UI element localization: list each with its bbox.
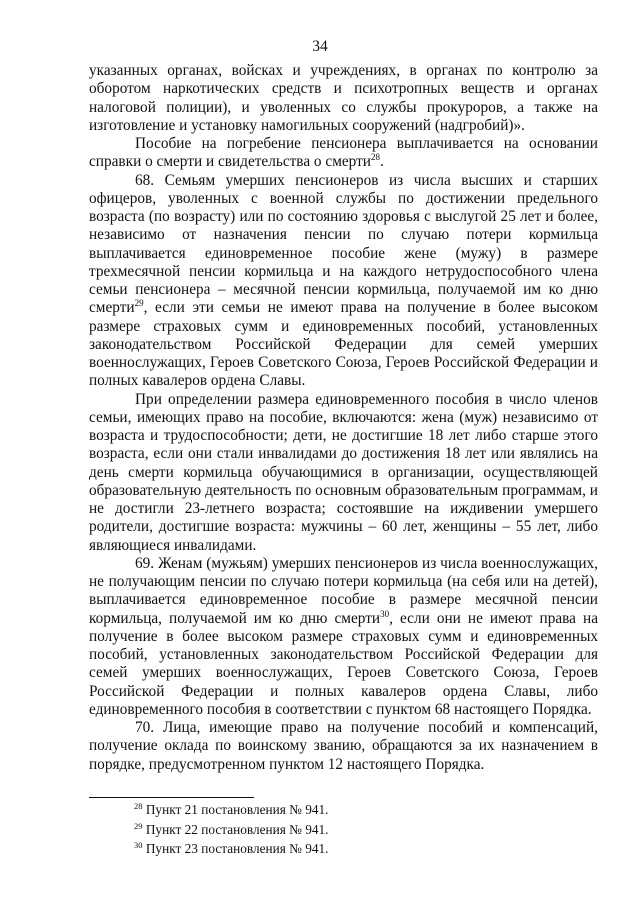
footnote-ref: 29 [134, 298, 144, 309]
paragraph: 69. Женам (мужьям) умерших пенсионеров из числа военнослужащих, не получающим пенсии по случаю потери кормильца (на себя или на детей), выплачивается единовременное пособие в размере месячной пенсии кормильца, получаемой им ко дню смерти$^{30}$, если они не имеют права на получение в более высоком размере страховых сумм и единовременных пособий, установленных законодательством Российской Федерации для семей умерших военнослужащих, Героев Советского Союза, Героев Российской Федерации и полных кавалеров ордена Славы, либо единовременного пособия в соответствии с пунктом 68 настоящего Порядка. [89, 554, 598, 718]
footnote-number: 28 [134, 801, 143, 811]
footnotes [134, 800, 594, 859]
footnote [134, 800, 594, 820]
footnote-text: Пункт 22 постановления № 941. [145, 821, 329, 837]
paragraph: 70. Лица, имеющие право на получение пособий и компенсаций, получение оклада по воинскому званию, обращаются за их назначением в порядке, предусмотренном пунктом 12 настоящего Порядка. [89, 719, 598, 773]
paragraph: При определении размера единовременного пособия в число членов семьи, имеющих право на пособие, включаются: жена (муж) независимо от возраста и трудоспособности; дети, не достигшие 18 лет либо старше этого возраста, если они стали инвалидами до достижения 18 лет или являлись на день смерти кормильца обучающимися в организации, осуществляющей образовательную деятельность по основным образовательным программам, и не достигли 23-летнего возраста; состоявшие на иждивении умершего родители, достигшие возраста: мужчины – 60 лет, женщины – 55 лет, либо являющиеся инвалидами. [89, 390, 598, 554]
footnote-text: Пункт 21 постановления № 941. [145, 802, 329, 817]
paragraph: Пособие на погребение пенсионера выплачивается на основании справки о смерти и свидетельства о смерти$^{28}$. [89, 135, 598, 171]
body-text [89, 62, 598, 774]
footnote-number: 30 [134, 840, 143, 850]
footnote-text: Пункт 23 постановления № 941. [145, 841, 329, 856]
footnote-number: 29 [134, 820, 143, 831]
page-number: 34 [312, 38, 328, 55]
paragraph: 68. Семьям умерших пенсионеров из числа высших и старших офицеров, уволенных с военной службы по достижении предельного возраста (по возрасту) или по состоянию здоровья с выслугой 25 лет и более, независимо от назначения пенсии по случаю потери кормильца выплачивается единовременное пособие жене (мужу) в размере трехмесячной пенсии кормильца и на каждого нетрудоспособного члена семьи пенсионера – месячной пенсии кормильца, получаемой им ко дню смерти$^{29}$, если эти семьи не имеют права на получение в более высоком размере страховых сумм и единовременных пособий, установленных законодательством Российской Федерации для семей умерших военнослужащих, Героев Советского Союза, Героев Российской Федерации и полных кавалеров ордена Славы. [89, 171, 598, 390]
paragraph: указанных органах, войсках и учреждениях, в органах по контролю за оборотом наркотических средств и психотропных веществ и органах налоговой полиции), и уволенных со службы прокуроров, а также на изготовление и установку намогильных сооружений (надгробий)». [89, 62, 598, 134]
footnote-ref: 28 [370, 152, 380, 163]
footnote-separator [89, 797, 254, 798]
footnote [134, 839, 594, 859]
footnote-ref: 30 [380, 608, 390, 619]
footnote [134, 820, 594, 840]
